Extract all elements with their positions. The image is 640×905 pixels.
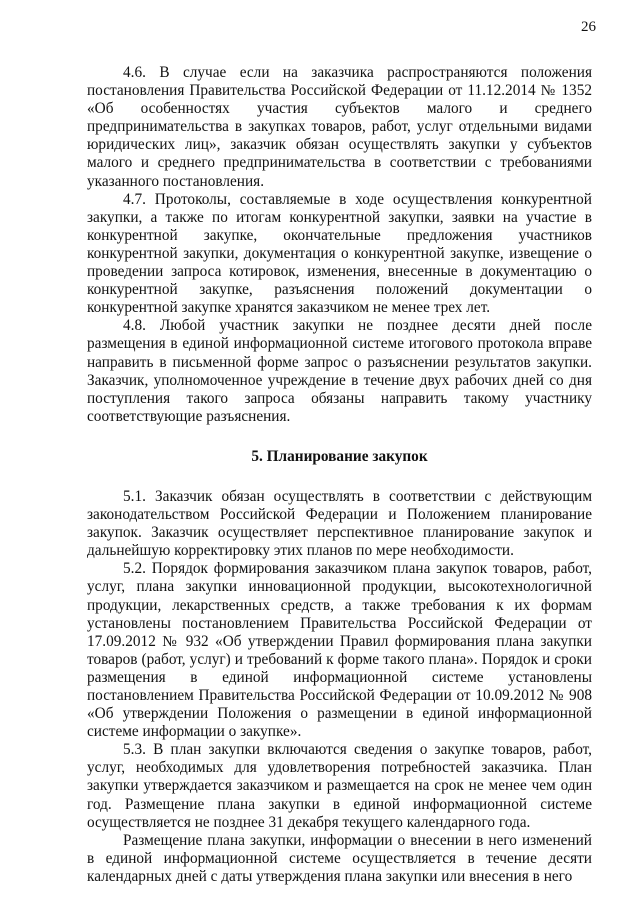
paragraph-4-6: 4.6. В случае если на заказчика распространяются положения постановления Правительства Российской Федерации от 11.12.2014 № 1352 «Об особенностях участия субъектов малого и среднего предпринимательства в закупках товаров, работ, услуг отдельными видами юридических лиц», заказчик обязан осуществлять закупки у субъектов малого и среднего предпринимательства в соответствии с требованиями указанного постановления. [87,64,592,190]
section-heading: 5. Планирование закупок [251,447,428,465]
paragraph-placement: Размещение плана закупки, информации о внесении в него изменений в единой информационной системе осуществляется в течение десяти календарных дней с даты утверждения плана закупки или внесения в него [87,831,592,885]
paragraph-5-2: 5.2. Порядок формирования заказчиком плана закупок товаров, работ, услуг, плана закупки инновационной продукции, высокотехнологичной продукции, лекарственных средств, а также требования к их формам установлены постановлением Правительства Российской Федерации от 17.09.2012 № 932 «Об утверждении Правил формирования плана закупки товаров (работ, услуг) и требований к форме такого плана». Порядок и сроки размещения в единой информационной системе установлены постановлением Правительства Российской Федерации от 10.09.2012 № 908 «Об утверждении Положения о размещении в единой информационной системе информации о закупке». [87,560,592,741]
paragraph-5-1: 5.1. Заказчик обязан осуществлять в соответствии с действующим законодательством Российской Федерации и Положением планирование закупок. Заказчик осуществляет перспективное планирование закупок и дальнейшую корректировку этих планов по мере необходимости. [87,487,592,560]
page-number: 26 [581,19,596,35]
paragraph-5-3: 5.3. В план закупки включаются сведения о закупке товаров, работ, услуг, необходимых для удовлетворения потребностей заказчика. План закупки утверждается заказчиком и размещается на срок не менее чем один год. Размещение плана закупки в единой информационной системе осуществляется не позднее 31 декабря текущего календарного года. [87,741,592,831]
paragraph-4-7: 4.7. Протоколы, составляемые в ходе осуществления конкурентной закупки, а также по итогам конкурентной закупки, заявки на участие в конкурентной закупке, окончательные предложения участников конкурентной закупки, документация о конкурентной закупке, извещение о проведении запроса котировок, изменения, внесенные в документацию о конкурентной закупке, разъяснения положений документации о конкурентной закупке хранятся заказчиком не менее трех лет. [87,190,592,317]
document-body [87,64,592,886]
paragraph-4-8: 4.8. Любой участник закупки не позднее десяти дней после размещения в единой информационной системе итогового протокола вправе направить в письменной форме запрос о разъяснении результатов закупки. Заказчик, уполномоченное учреждение в течение двух рабочих дней со дня поступления такого запроса обязаны направить такому участнику соответствующие разъяснения. [87,317,592,425]
